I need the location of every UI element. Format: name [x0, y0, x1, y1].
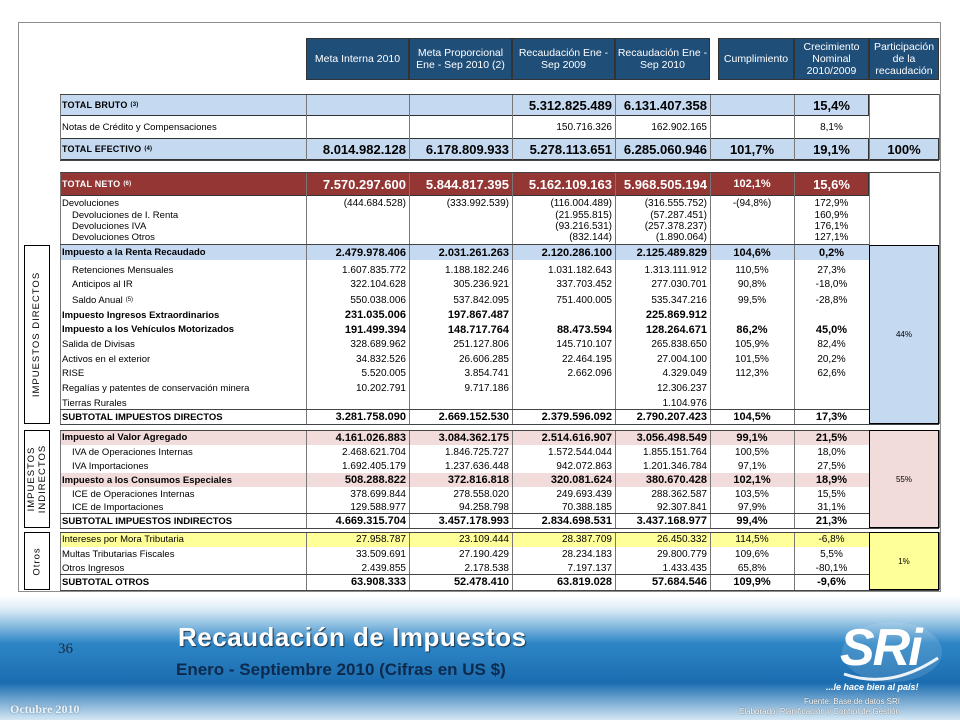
page-number: 36 [58, 641, 73, 657]
amount-cell: 2.120.286.100 [541, 246, 612, 259]
amount-cell: 942.072.863 [556, 460, 612, 472]
amount-cell: 8.014.982.128 [322, 141, 406, 157]
amount-cell: 29.800.779 [656, 548, 707, 560]
amount-cell: 2.669.152.530 [438, 411, 509, 423]
column-rule [60, 532, 61, 590]
row-label-text: Otros Ingresos [62, 562, 125, 574]
block-bottom-rule [60, 528, 939, 529]
row-label-text: Devoluciones Otros [72, 232, 155, 243]
row-label-text: Notas de Crédito y Compensaciones [62, 121, 217, 133]
row-label-text: Anticipos al IR [72, 279, 133, 290]
amount-cell: 22.464.195 [561, 353, 612, 365]
amount-cell: 3.056.498.549 [636, 431, 707, 444]
percent-cell: 45,0% [815, 323, 848, 336]
row-label [70, 445, 306, 459]
row-label-text: Impuesto a los Consumos Especiales [62, 474, 232, 486]
percent-cell: 27,5% [817, 460, 846, 472]
amount-cell: 4.161.026.883 [335, 431, 406, 444]
row-label-text: Saldo Anual [72, 294, 123, 306]
amount-cell: 5.968.505.194 [623, 176, 707, 192]
section-label-line: Otros [31, 546, 43, 576]
amount-cell: 251.127.806 [453, 339, 509, 350]
amount-cell: 10.202.791 [355, 382, 406, 394]
participation-total-cell: 100% [869, 138, 939, 160]
percent-cell: 109,9% [733, 576, 771, 588]
block-top-rule [60, 94, 939, 95]
amount-cell: 1.846.725.727 [445, 446, 509, 458]
amount-cell: 337.703.452 [556, 279, 612, 290]
percent-cell: 5,5% [820, 548, 843, 560]
amount-cell: (832.144) [569, 232, 612, 243]
percent-cell: 172,9% [814, 197, 849, 209]
row-label [60, 366, 306, 380]
header-gap [710, 38, 718, 80]
amount-cell: 378.699.844 [350, 488, 406, 500]
section-label-otros [24, 532, 50, 590]
row-label [60, 245, 306, 260]
amount-cell: 33.509.691 [355, 548, 406, 560]
amount-cell: 162.902.165 [651, 121, 707, 133]
amount-cell: 28.387.709 [561, 534, 612, 545]
column-rule [512, 172, 513, 424]
amount-cell: 28.234.183 [561, 548, 612, 560]
slide-title: Recaudación de Impuestos [178, 622, 527, 652]
row-label-text: SUBTOTAL IMPUESTOS INDIRECTOS [62, 515, 233, 527]
row-label [60, 547, 306, 561]
amount-cell: 63.908.333 [350, 576, 406, 588]
row-label-text: Regalías y patentes de conservación minera [62, 382, 250, 394]
percent-cell: 105,9% [735, 339, 769, 350]
row-rule [60, 409, 869, 410]
row-label [60, 396, 306, 410]
amount-cell: 6.285.060.946 [623, 141, 707, 157]
column-header-participacion: Participación de la recaudación [869, 38, 939, 80]
amount-cell: 27.958.787 [355, 534, 406, 545]
column-header-meta-proporcional: Meta Proporcional Ene - Sep 2010 (2) [409, 38, 512, 80]
row-label [70, 487, 306, 501]
row-label [70, 292, 306, 308]
row-label [70, 221, 306, 232]
amount-cell: 88.473.594 [556, 323, 612, 336]
amount-cell: 191.499.394 [344, 323, 406, 336]
row-label [60, 172, 306, 196]
column-rule [869, 94, 870, 160]
row-label-text: ICE de Operaciones Internas [72, 488, 195, 500]
amount-cell: 26.606.285 [458, 353, 509, 365]
percent-cell: 18,0% [817, 446, 846, 458]
amount-cell: 5.520.005 [361, 367, 406, 379]
section-share-indirectos: 55% [869, 430, 939, 528]
column-rule [710, 94, 711, 160]
row-label [70, 459, 306, 473]
row-label-text: SUBTOTAL IMPUESTOS DIRECTOS [62, 411, 223, 423]
percent-cell: 100,5% [735, 446, 769, 458]
column-rule [939, 94, 940, 160]
amount-cell: 2.379.596.092 [541, 411, 612, 423]
footnote-marker: (6) [123, 181, 132, 187]
row-label-text: Salida de Divisas [62, 339, 135, 350]
percent-cell: 19,1% [813, 141, 850, 157]
block-bottom-rule [60, 424, 939, 425]
row-label-text: Tierras Rurales [62, 397, 127, 409]
row-label [70, 210, 306, 221]
amount-cell: 1.313.111.912 [644, 264, 707, 276]
row-label [60, 138, 306, 160]
percent-cell: 21,3% [815, 515, 848, 527]
row-label [60, 561, 306, 575]
row-label-text: TOTAL NETO [62, 179, 121, 189]
row-rule [60, 244, 869, 245]
percent-cell: -28,8% [815, 294, 848, 306]
amount-cell: 12.306.237 [656, 382, 707, 394]
percent-cell: 102,1% [733, 178, 771, 190]
row-label-text: ICE de Importaciones [72, 502, 164, 513]
amount-cell: 249.693.439 [556, 488, 612, 500]
row-label [70, 263, 306, 277]
section-label-text [32, 547, 43, 575]
amount-cell: 92.307.841 [656, 502, 707, 513]
row-label [60, 308, 306, 322]
column-rule [512, 532, 513, 590]
column-rule [306, 172, 307, 424]
row-rule [60, 513, 869, 514]
amount-cell: 6.178.809.933 [425, 141, 509, 157]
row-label [60, 473, 306, 487]
row-label-text: Devoluciones [62, 197, 120, 209]
row-label [60, 430, 306, 445]
column-rule [60, 172, 61, 424]
sri-logo: SRi [840, 619, 921, 677]
block-bottom-rule [60, 160, 939, 161]
percent-cell: 103,5% [735, 488, 769, 500]
section-label-line: IMPUESTOS DIRECTOS [31, 271, 43, 398]
amount-cell: 3.854.741 [464, 367, 509, 379]
slide-subtitle: Enero - Septiembre 2010 (Cifras en US $) [176, 660, 506, 679]
amount-cell: 2.514.616.907 [541, 431, 612, 444]
amount-cell: 7.570.297.600 [322, 176, 406, 192]
amount-cell: 57.684.546 [651, 576, 707, 588]
column-rule [306, 94, 307, 160]
percent-cell: 97,9% [737, 502, 767, 513]
section-share-directos: 44% [869, 245, 939, 424]
amount-cell: 5.162.109.163 [528, 176, 612, 192]
column-rule [615, 172, 616, 424]
amount-cell: (333.992.539) [446, 197, 509, 209]
amount-cell: 508.288.822 [344, 474, 406, 486]
percent-cell: 176,1% [814, 221, 849, 232]
amount-cell: 5.312.825.489 [528, 97, 612, 113]
column-header-cumplimiento: Cumplimiento [718, 38, 794, 80]
amount-cell: 3.084.362.175 [438, 431, 509, 444]
block-top-rule [60, 172, 939, 173]
row-label-text: Retenciones Mensuales [72, 264, 174, 276]
percent-cell: 27,3% [817, 264, 846, 276]
amount-cell: 305.236.921 [453, 279, 509, 290]
amount-cell: 550.038.006 [350, 294, 406, 306]
row-label-text: RISE [62, 367, 85, 379]
amount-cell: 2.178.538 [464, 562, 509, 574]
row-label [60, 337, 306, 352]
prepared-by-note: Elaborado: Planificación y Control de Gestión [739, 707, 900, 716]
percent-cell: 90,8% [737, 279, 767, 290]
row-label-text: IVA de Operaciones Internas [72, 446, 193, 458]
percent-cell: 101,7% [729, 141, 775, 157]
amount-cell: 1.433.435 [662, 562, 707, 574]
amount-cell: 1.188.182.246 [445, 264, 509, 276]
column-header-rec-2010: Recaudación Ene - Sep 2010 [615, 38, 710, 80]
percent-cell: 0,2% [818, 246, 845, 259]
column-rule [794, 172, 795, 424]
percent-cell: 21,5% [815, 431, 848, 444]
row-label-text: Impuesto al Valor Agregado [62, 432, 188, 443]
percent-cell: -(94,8%) [732, 197, 772, 209]
row-label [60, 118, 306, 136]
column-rule [710, 172, 711, 424]
amount-cell: 5.278.113.651 [529, 141, 612, 157]
percent-cell: 62,6% [817, 367, 846, 379]
amount-cell: 751.400.005 [556, 294, 612, 306]
amount-cell: (316.555.752) [644, 197, 707, 209]
amount-cell: 322.104.628 [350, 279, 406, 290]
amount-cell: 231.035.006 [344, 309, 406, 321]
amount-cell: 2.790.207.423 [636, 411, 707, 423]
row-label [60, 322, 306, 337]
footnote-marker: (4) [144, 146, 153, 152]
amount-cell: (116.004.489) [550, 197, 612, 209]
column-rule [939, 430, 940, 528]
block-top-rule [60, 430, 939, 431]
percent-cell: 17,3% [815, 411, 848, 423]
amount-cell: (93.216.531) [555, 221, 612, 232]
amount-cell: 34.832.526 [355, 353, 406, 365]
amount-cell: (21.955.815) [555, 210, 612, 221]
amount-cell: 265.838.650 [651, 339, 707, 350]
column-header-rec-2009: Recaudación Ene - Sep 2009 [512, 38, 615, 80]
row-label-text: Devoluciones de I. Renta [72, 210, 179, 221]
percent-cell: 104,6% [733, 246, 771, 259]
column-rule [60, 94, 61, 160]
amount-cell: 535.347.216 [651, 294, 707, 306]
block-top-rule [60, 532, 939, 533]
amount-cell: 145.710.107 [556, 339, 612, 350]
percent-cell: 99,4% [736, 515, 768, 527]
percent-cell: 20,2% [817, 353, 846, 365]
amount-cell: 320.081.624 [550, 474, 612, 486]
percent-cell: 31,1% [817, 502, 846, 513]
footnote-marker: (3) [130, 102, 139, 108]
amount-cell: 2.479.978.406 [335, 246, 406, 259]
column-rule [615, 532, 616, 590]
percent-cell: 110,5% [735, 264, 769, 276]
percent-cell: 99,1% [736, 431, 768, 444]
percent-cell: 18,9% [815, 474, 848, 486]
amount-cell: 23.109.444 [458, 534, 509, 545]
column-rule [939, 532, 940, 590]
percent-cell: -9,6% [817, 576, 846, 588]
percent-cell: 112,3% [735, 367, 769, 379]
percent-cell: 15,4% [813, 97, 850, 113]
row-rule [60, 574, 869, 575]
percent-cell: 86,2% [736, 323, 768, 336]
footnote-marker: (5) [125, 297, 134, 303]
percent-cell: 104,5% [733, 411, 771, 423]
amount-cell: 328.689.962 [350, 339, 406, 350]
column-rule [409, 172, 410, 424]
amount-cell: 70.388.185 [561, 502, 612, 513]
row-label-text: Intereses por Mora Tributaria [62, 534, 184, 545]
percent-cell: -18,0% [815, 279, 848, 290]
row-label-text: Activos en el exterior [62, 353, 151, 365]
column-header-crecimiento: Crecimiento Nominal 2010/2009 [794, 38, 869, 80]
amount-cell: 7.197.137 [567, 562, 612, 574]
amount-cell: (1.890.064) [655, 232, 707, 243]
row-label [60, 94, 306, 116]
amount-cell: 3.437.168.977 [636, 515, 707, 527]
amount-cell: 27.190.429 [458, 548, 509, 560]
block-bottom-rule [60, 590, 939, 591]
amount-cell: 4.329.049 [662, 367, 707, 379]
percent-cell: 101,5% [735, 353, 769, 365]
amount-cell: 537.842.095 [453, 294, 509, 306]
section-label-directos [24, 245, 50, 424]
amount-cell: 3.281.758.090 [335, 411, 406, 423]
row-label [60, 575, 306, 589]
amount-cell: 2.468.621.704 [342, 446, 406, 458]
amount-cell: 1.607.835.772 [342, 264, 406, 276]
amount-cell: 2.834.698.531 [541, 515, 612, 527]
row-label-text: IVA Importaciones [72, 460, 149, 472]
row-label [60, 380, 306, 396]
row-label-text: TOTAL BRUTO [62, 100, 128, 110]
section-label-indirectos [24, 430, 50, 528]
row-label-text: Multas Tributarias Fiscales [62, 548, 175, 560]
row-label-text: Impuesto a la Renta Recaudado [62, 247, 206, 258]
amount-cell: (257.378.237) [644, 221, 707, 232]
amount-cell: 9.717.186 [464, 382, 509, 394]
percent-cell: 127,1% [814, 232, 849, 243]
row-label-text: Impuesto a los Vehículos Motorizados [62, 324, 235, 335]
column-header-meta-interna: Meta Interna 2010 [306, 38, 409, 80]
row-label [60, 532, 306, 547]
section-label-text [26, 445, 48, 513]
amount-cell: 148.717.764 [447, 323, 509, 336]
section-label-text [32, 272, 43, 397]
amount-cell: 288.362.587 [651, 488, 707, 500]
column-rule [409, 532, 410, 590]
amount-cell: 1.031.182.643 [548, 264, 612, 276]
amount-cell: 1.237.636.448 [445, 460, 509, 472]
logo-tagline: ...le hace bien al país! [826, 682, 919, 692]
amount-cell: 5.844.817.395 [425, 176, 509, 192]
column-rule [306, 532, 307, 590]
amount-cell: 372.816.818 [447, 474, 509, 486]
row-label [60, 352, 306, 366]
amount-cell: 2.662.096 [567, 367, 612, 379]
percent-cell: 15,6% [813, 176, 850, 192]
row-label [60, 196, 306, 210]
column-rule [409, 94, 410, 160]
column-rule [615, 94, 616, 160]
amount-cell: 1.855.151.764 [643, 446, 707, 458]
row-label [70, 277, 306, 292]
percent-cell: 82,4% [817, 339, 846, 350]
amount-cell: 277.030.701 [651, 279, 707, 290]
amount-cell: 63.819.028 [556, 576, 612, 588]
row-label-text: Devoluciones IVA [72, 221, 147, 232]
amount-cell: 150.716.326 [556, 121, 612, 133]
amount-cell: 2.125.489.829 [636, 246, 707, 259]
amount-cell: 6.131.407.358 [623, 97, 707, 113]
row-label [70, 232, 306, 243]
percent-cell: 8,1% [820, 121, 843, 133]
percent-cell: 114,5% [735, 534, 769, 545]
amount-cell: 278.558.020 [453, 488, 509, 500]
row-label-text: SUBTOTAL OTROS [62, 576, 150, 588]
amount-cell: 94.258.798 [458, 502, 509, 513]
amount-cell: 26.450.332 [656, 534, 707, 545]
section-share-otros: 1% [869, 532, 939, 590]
percent-cell: -80,1% [815, 562, 848, 574]
percent-cell: 97,1% [737, 460, 767, 472]
column-rule [939, 172, 940, 424]
row-label-text: TOTAL EFECTIVO [62, 144, 142, 154]
amount-cell: 1.692.405.179 [342, 460, 406, 472]
amount-cell: 3.457.178.993 [438, 515, 509, 527]
percent-cell: 109,6% [735, 548, 769, 560]
column-rule [512, 94, 513, 160]
row-label-text: Impuesto Ingresos Extraordinarios [62, 309, 220, 321]
amount-cell: 2.031.261.263 [438, 246, 509, 259]
amount-cell: 225.869.912 [645, 309, 707, 321]
row-label [60, 410, 306, 424]
row-label [60, 514, 306, 528]
percent-cell: -6,8% [818, 534, 845, 545]
source-note: Fuente: Base de datos SRI [803, 697, 900, 706]
footer-date: Octubre 2010 [10, 702, 80, 716]
amount-cell: 4.669.315.704 [335, 515, 406, 527]
section-label-line: IMPUESTOS [26, 446, 38, 512]
column-rule [794, 532, 795, 590]
amount-cell: 380.670.428 [645, 474, 707, 486]
amount-cell: 197.867.487 [447, 309, 509, 321]
amount-cell: (57.287.451) [650, 210, 707, 221]
amount-cell: 27.004.100 [656, 353, 707, 365]
percent-cell: 102,1% [733, 474, 771, 486]
amount-cell: (444.684.528) [343, 197, 406, 209]
amount-cell: 2.439.855 [361, 562, 406, 574]
column-rule [710, 532, 711, 590]
amount-cell: 1.104.976 [662, 397, 707, 409]
percent-cell: 99,5% [737, 294, 767, 306]
amount-cell: 1.201.346.784 [643, 460, 707, 472]
section-label-line: INDIRECTOS [37, 444, 49, 514]
percent-cell: 15,5% [817, 488, 846, 500]
amount-cell: 129.588.977 [350, 502, 406, 513]
percent-cell: 65,8% [737, 562, 767, 574]
amount-cell: 128.264.671 [645, 323, 707, 336]
amount-cell: 1.572.544.044 [548, 446, 612, 458]
percent-cell: 160,9% [814, 210, 849, 221]
amount-cell: 52.478.410 [453, 576, 509, 588]
column-rule [794, 94, 795, 160]
